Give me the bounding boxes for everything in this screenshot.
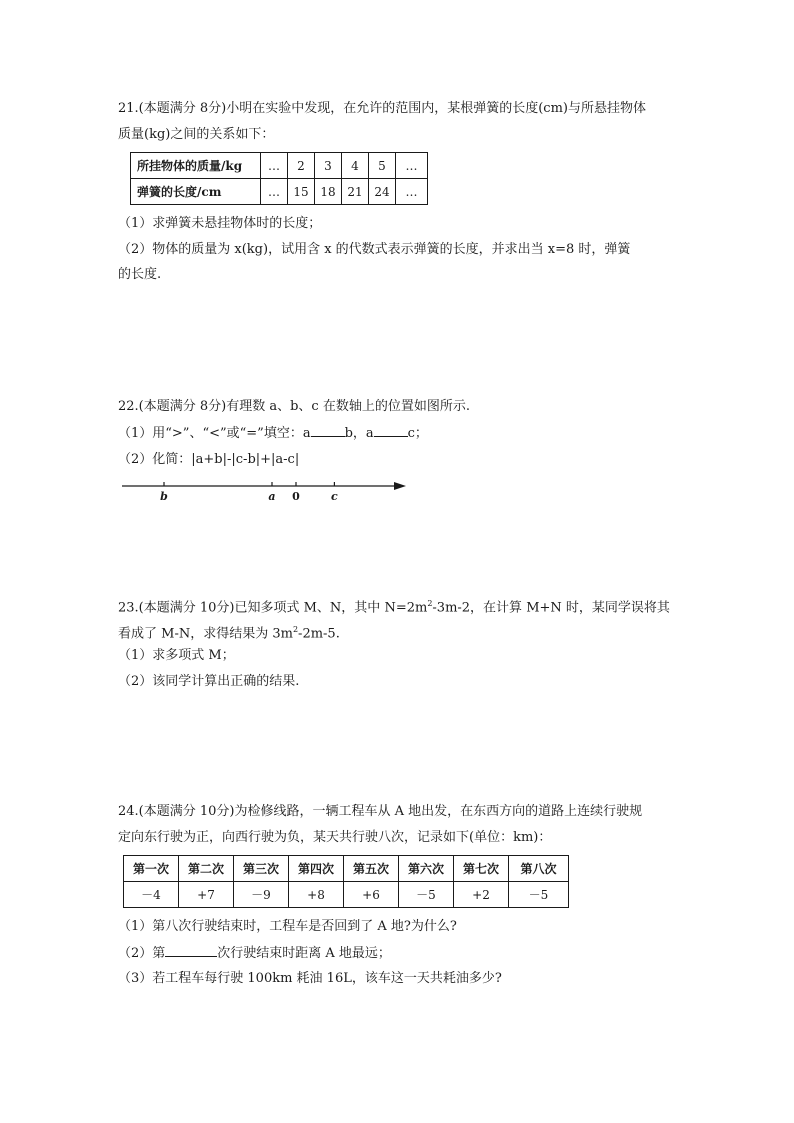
number-line-label-a: a: [268, 490, 276, 503]
q24-header-cell: 第八次: [509, 856, 569, 882]
q21-mass-cell: …: [261, 153, 288, 179]
q21-mass-header: 所挂物体的质量/kg: [131, 153, 261, 179]
q24-value-cell: －5: [399, 882, 454, 908]
q21-mass-cell: …: [396, 153, 428, 179]
q23-exponent-2: 2: [292, 625, 299, 634]
q21-length-cell: 24: [369, 179, 396, 205]
q24-value-cell: +6: [344, 882, 399, 908]
q21-length-cell: …: [261, 179, 288, 205]
q24-answer-blank[interactable]: [165, 944, 217, 957]
q24-header-cell: 第七次: [454, 856, 509, 882]
q23-part1: （1）求多项式 M；: [118, 648, 235, 663]
q22-line1: 22.(本题满分 8分)有理数 a、b、c 在数轴上的位置如图所示.: [118, 399, 470, 414]
q24-value-cell: －9: [234, 882, 289, 908]
q23-line2: [118, 621, 340, 643]
q24-header-cell: 第二次: [179, 856, 234, 882]
q24-value-cell: －5: [509, 882, 569, 908]
q24-header-cell: 第一次: [124, 856, 179, 882]
q24-line2: 定向东行驶为正，向西行驶为负，某天共行驶八次，记录如下(单位：km)：: [118, 830, 552, 845]
q22-part1-end: c；: [407, 426, 428, 441]
q24-part2-suffix: 次行驶结束时距离 A 地最远；: [217, 946, 391, 961]
q24-header-cell: 第三次: [234, 856, 289, 882]
q24-part3: （3）若工程车每行驶 100km 耗油 16L，该车这一天共耗油多少?: [118, 971, 502, 986]
q21-line2: 质量(kg)之间的关系如下：: [118, 127, 275, 142]
q24-table-header-row: [124, 856, 569, 882]
q24-header-cell: 第五次: [344, 856, 399, 882]
q24-part1: （1）第八次行驶结束时，工程车是否回到了 A 地?为什么?: [118, 919, 457, 934]
q24-value-cell: +8: [289, 882, 344, 908]
q24-header-cell: 第四次: [289, 856, 344, 882]
q21-length-cell: 15: [288, 179, 315, 205]
q24-value-cell: +2: [454, 882, 509, 908]
number-line-label-c: c: [331, 490, 338, 503]
q21-part1: （1）求弹簧未悬挂物体时的长度；: [118, 216, 322, 231]
number-line-label-b: b: [160, 490, 168, 503]
q21-length-cell: 21: [342, 179, 369, 205]
q21-part2-line2: 的长度.: [118, 267, 162, 282]
q24-part2: [118, 944, 391, 963]
q21-mass-cell: 4: [342, 153, 369, 179]
q23-exponent-1: 2: [427, 599, 433, 608]
q21-mass-cell: 5: [369, 153, 396, 179]
q23-line2-b: -2m-5.: [298, 626, 340, 642]
q23-line1-a: 23.(本题满分 10分)已知多项式 M、N，其中 N=2m: [118, 600, 428, 616]
q24-header-cell: 第六次: [399, 856, 454, 882]
q23-line1-b: -3m-2，在计算 M+N 时，某同学误将其: [432, 600, 670, 616]
number-line-marks: [160, 482, 338, 503]
q24-value-cell: －4: [124, 882, 179, 908]
q21-part2-line1: （2）物体的质量为 x(kg)，试用含 x 的代数式表示弹簧的长度，并求出当 x=8 时，弹簧: [118, 242, 631, 257]
q21-length-cell: …: [396, 179, 428, 205]
q21-length-header: 弹簧的长度/cm: [131, 179, 261, 205]
q21-length-cell: 18: [315, 179, 342, 205]
number-line-arrow-icon: [394, 482, 406, 490]
q21-line1: 21.(本题满分 8分)小明在实验中发现，在允许的范围内，某根弹簧的长度(cm)与所悬挂物体: [118, 101, 646, 116]
q24-table-value-row: [124, 882, 569, 908]
number-line-label-0: 0: [292, 490, 300, 503]
q22-part2: （2）化简：|a+b|-|c-b|+|a-c|: [118, 452, 300, 467]
q22-part1-prefix: （1）用“>”、“<”或“=”填空：a: [118, 426, 311, 441]
q22-part1-mid: b，a: [344, 426, 374, 441]
q24-part2-prefix: （2）第: [118, 946, 166, 961]
q21-mass-cell: 3: [315, 153, 342, 179]
q24-table: [123, 855, 569, 908]
q24-line1: 24.(本题满分 10分)为检修线路，一辆工程车从 A 地出发，在东西方向的道路上连续行驶规: [118, 804, 643, 819]
q23-line1: [118, 595, 670, 617]
q23-line2-a: 看成了 M-N，求得结果为 3m: [118, 626, 293, 642]
q23-part2: （2）该同学计算出正确的结果.: [118, 674, 300, 689]
q24-value-cell: +7: [179, 882, 234, 908]
q21-mass-cell: 2: [288, 153, 315, 179]
